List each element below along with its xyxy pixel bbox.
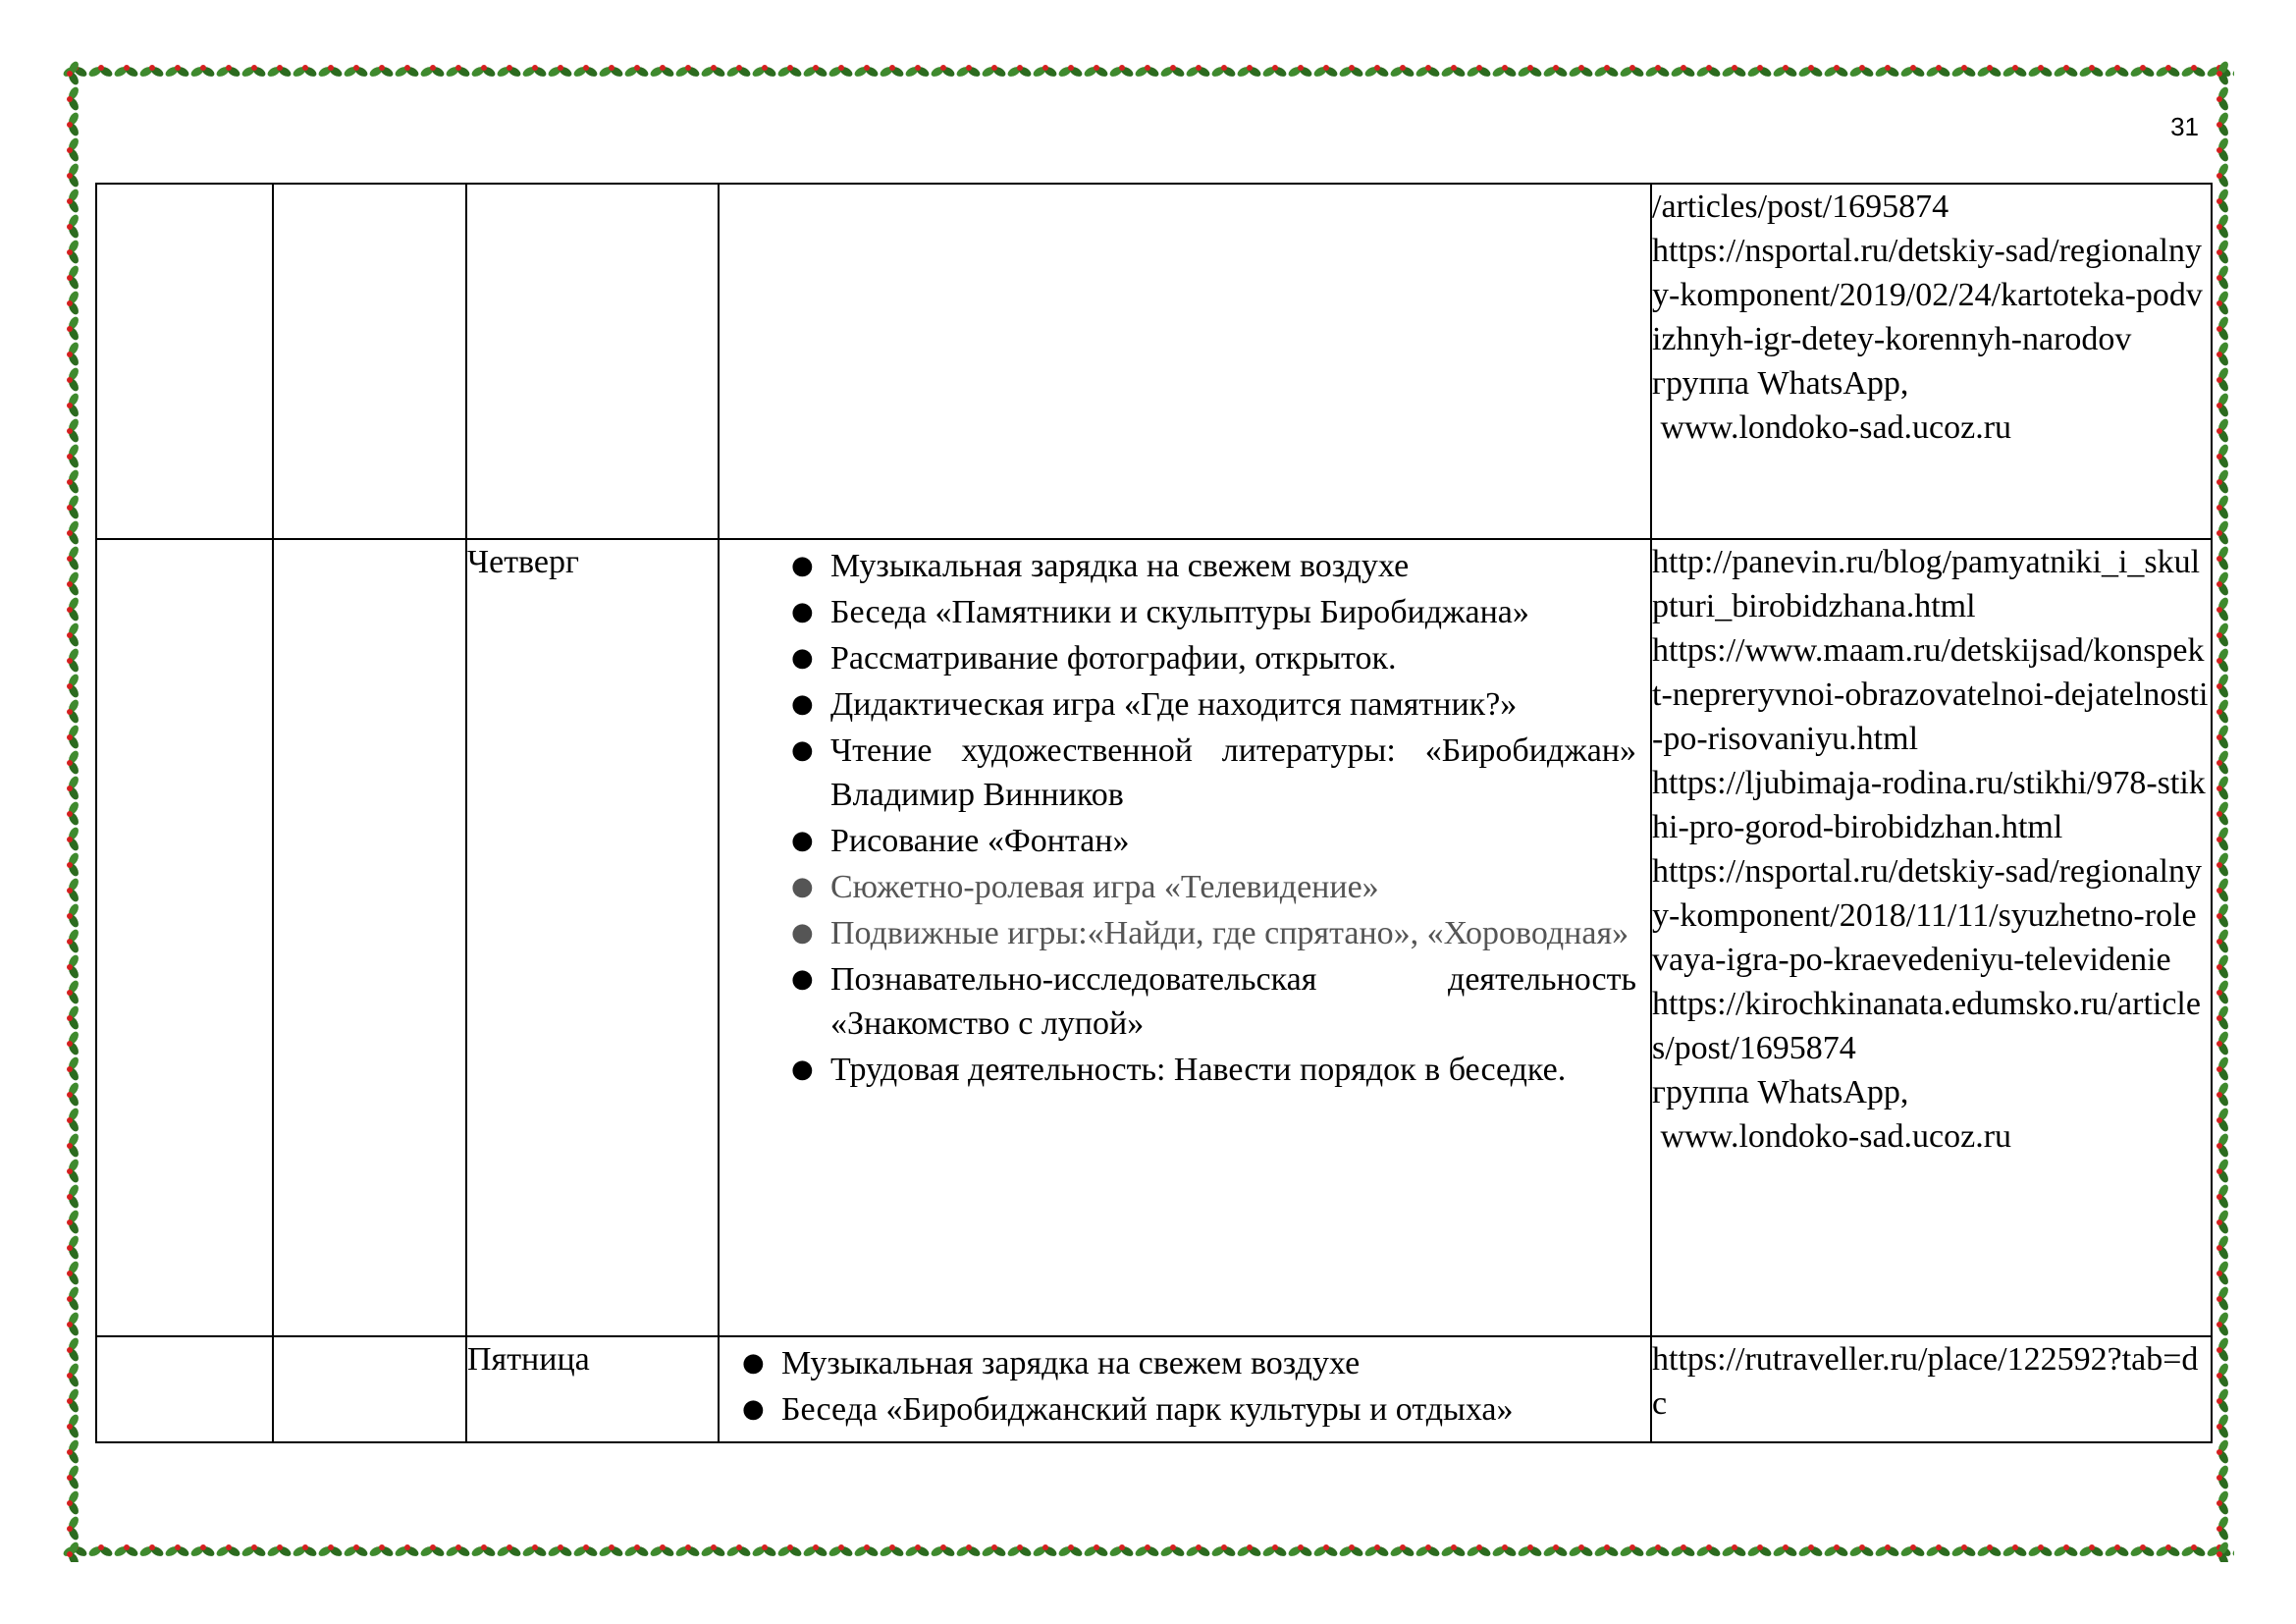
resource-link[interactable]: https://kirochkinanata.edumsko.ru/articles/post/1695874 <box>1652 986 2201 1066</box>
activity-text: Дидактическая игра «Где находится памятник?» <box>830 686 1518 723</box>
bullet-icon: ● <box>791 918 814 947</box>
holly-border-right <box>2213 61 2234 1562</box>
table-cell-empty <box>466 184 719 539</box>
activity-text: Беседа «Памятники и скульптуры Биробиджана» <box>830 594 1529 630</box>
day-label: Пятница <box>466 1336 719 1442</box>
bullet-icon: ● <box>791 826 814 855</box>
table-row-continuation <box>96 184 2212 539</box>
list-item <box>791 544 1636 588</box>
list-item <box>742 1387 1636 1432</box>
resource-link[interactable]: https://www.maam.ru/detskijsad/konspekt-nepreryvnoi-obrazovatelnoi-dejatelnosti-po-risovaniyu.html <box>1652 632 2209 757</box>
table-cell-empty <box>273 184 466 539</box>
list-item <box>742 1341 1636 1385</box>
activity-text: Рассматривание фотографии, открыток. <box>830 640 1397 677</box>
resource-note: группа WhatsApp, <box>1652 1074 1909 1110</box>
table-cell-empty <box>96 1336 273 1442</box>
resource-link[interactable]: www.londoko-sad.ucoz.ru <box>1652 1118 2012 1155</box>
bullet-icon: ● <box>791 964 814 994</box>
activity-text: Познавательно-исследовательская деятельность «Знакомство с лупой» <box>830 961 1636 1042</box>
table-cell-empty <box>96 184 273 539</box>
list-item <box>791 1048 1636 1092</box>
holly-icon <box>63 61 2234 82</box>
list-item <box>791 911 1636 955</box>
table-cell-empty <box>273 1336 466 1442</box>
holly-border-top <box>63 61 2234 82</box>
resource-note: группа WhatsApp, <box>1652 365 1909 402</box>
resource-link[interactable]: /articles/post/1695874 <box>1652 189 1949 225</box>
resources-cell <box>1651 539 2212 1336</box>
holly-icon <box>2213 61 2234 1562</box>
page-number: 31 <box>2170 112 2199 141</box>
table-cell-empty <box>719 184 1651 539</box>
resource-link[interactable]: https://nsportal.ru/detskiy-sad/regionalnyy-komponent/2019/02/24/kartoteka-podvizhnyh-igr-detey-korennyh-narodov <box>1652 233 2203 357</box>
holly-icon <box>63 1541 2234 1562</box>
resource-link[interactable]: https://ljubimaja-rodina.ru/stikhi/978-stikhi-pro-gorod-birobidzhan.html <box>1652 765 2206 845</box>
activity-text: Беседа «Биробиджанский парк культуры и отдыха» <box>781 1391 1514 1428</box>
list-item <box>791 636 1636 680</box>
activity-text: Сюжетно-ролевая игра «Телевидение» <box>830 869 1379 905</box>
activities-list <box>720 540 1650 1102</box>
table-cell-empty <box>96 539 273 1336</box>
bullet-icon: ● <box>791 735 814 765</box>
holly-icon <box>63 61 84 1562</box>
bullet-icon: ● <box>791 597 814 626</box>
holly-border-left <box>63 61 84 1562</box>
list-item <box>791 819 1636 863</box>
activity-plan-table <box>95 183 2213 1443</box>
resource-link[interactable]: https://nsportal.ru/detskiy-sad/regionalnyy-komponent/2018/11/11/syuzhetno-rolevaya-igra-po-kraevedeniyu-televidenie <box>1652 853 2202 978</box>
activity-text: Чтение художественной литературы: «Биробиджан» Владимир Винников <box>830 732 1636 813</box>
bullet-icon: ● <box>791 643 814 673</box>
activities-cell <box>719 1336 1651 1442</box>
activities-cell <box>719 539 1651 1336</box>
activity-text: Подвижные игры:«Найди, где спрятано», «Хороводная» <box>830 915 1629 951</box>
activity-text: Музыкальная зарядка на свежем воздухе <box>830 548 1410 584</box>
bullet-icon: ● <box>742 1348 765 1378</box>
list-item <box>791 957 1636 1046</box>
bullet-icon: ● <box>742 1394 765 1424</box>
activity-text: Трудовая деятельность: Навести порядок в беседке. <box>830 1052 1567 1088</box>
bullet-icon: ● <box>791 551 814 580</box>
holly-border-bottom <box>63 1541 2234 1562</box>
resources-cell <box>1651 184 2212 539</box>
activities-list <box>720 1337 1650 1441</box>
bullet-icon: ● <box>791 872 814 901</box>
table-row-thursday <box>96 539 2212 1336</box>
list-item <box>791 682 1636 727</box>
resources-cell <box>1651 1336 2212 1442</box>
bullet-icon: ● <box>791 1055 814 1084</box>
list-item <box>791 865 1636 909</box>
day-label: Четверг <box>466 539 719 1336</box>
list-item <box>791 729 1636 817</box>
resource-link[interactable]: www.londoko-sad.ucoz.ru <box>1652 409 2012 446</box>
table-row-friday <box>96 1336 2212 1442</box>
list-item <box>791 590 1636 634</box>
bullet-icon: ● <box>791 689 814 719</box>
activity-text: Рисование «Фонтан» <box>830 823 1130 859</box>
resource-link[interactable]: https://rutraveller.ru/place/122592?tab=dc <box>1652 1341 2199 1422</box>
resource-link[interactable]: http://panevin.ru/blog/pamyatniki_i_skulpturi_birobidzhana.html <box>1652 544 2201 624</box>
activity-text: Музыкальная зарядка на свежем воздухе <box>781 1345 1361 1381</box>
table-cell-empty <box>273 539 466 1336</box>
